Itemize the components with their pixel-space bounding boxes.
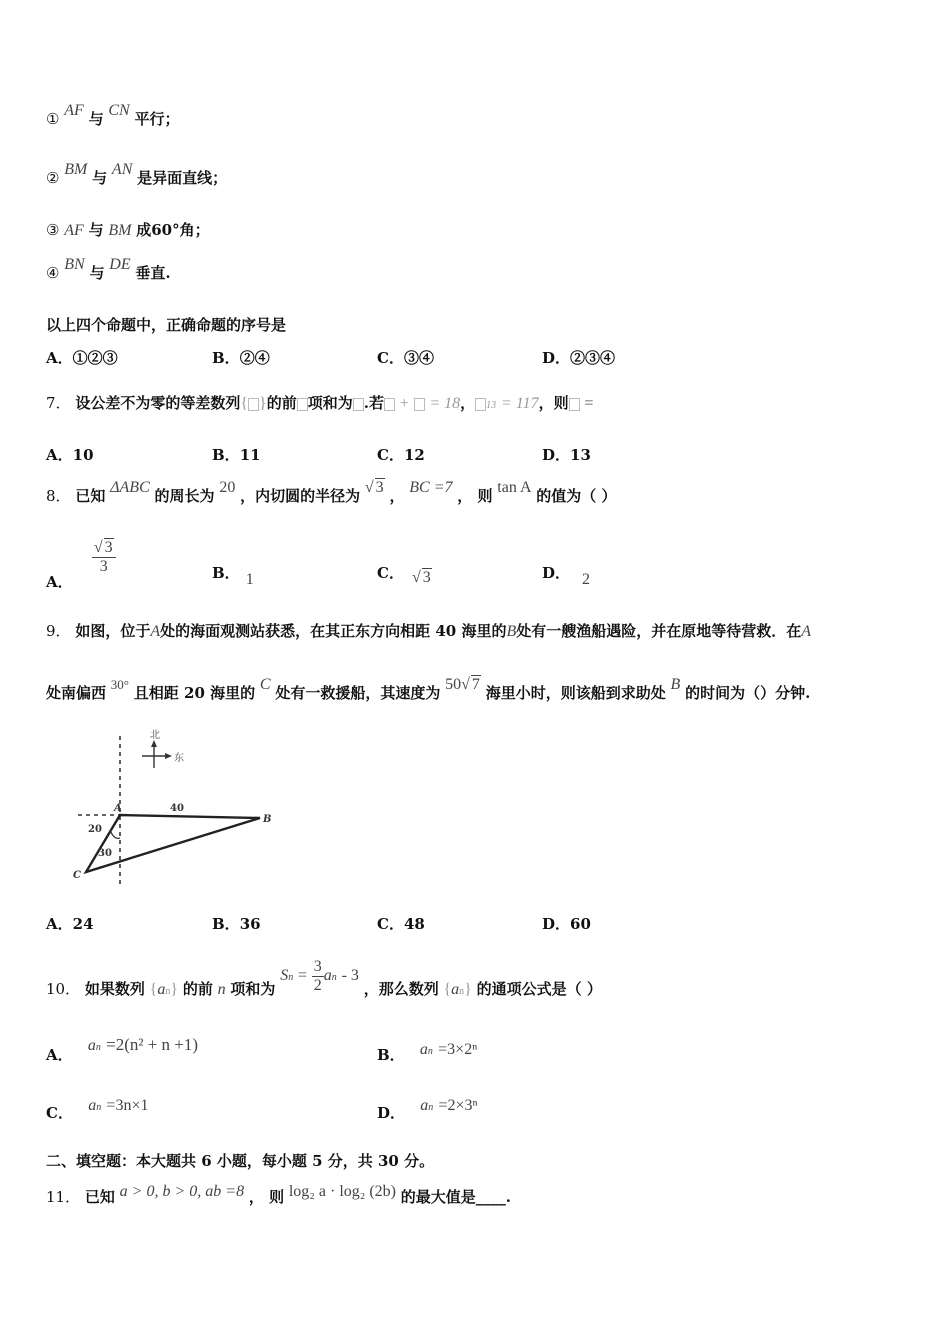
north-label: 北: [150, 730, 160, 741]
statement-3: ③ AF 与 BM 成60°角；: [46, 221, 210, 239]
math-bn: BN: [64, 256, 85, 273]
math-cn: CN: [108, 102, 130, 119]
point-c-label: C: [73, 870, 81, 881]
q10-option-c[interactable]: C． an =3n×1: [46, 1097, 149, 1122]
math-bm: BM: [108, 222, 132, 239]
triangle-diagram: [70, 726, 290, 891]
q7-option-d[interactable]: D．13: [542, 446, 591, 464]
math-af: AF: [64, 102, 84, 119]
question-11: 11． 已知 a > 0, b > 0, ab =8 ， 则 log₂ a · log₂ (2b) 的最大值是____.: [46, 1183, 512, 1206]
statement-4: ④ BN 与 DE 垂直.: [46, 256, 171, 282]
angle-label: 30: [98, 848, 112, 859]
math-bm: BM: [64, 161, 88, 178]
placeholder-box: [475, 398, 486, 411]
q6-option-c[interactable]: C．③④: [377, 349, 434, 367]
math-an: AN: [111, 161, 133, 178]
placeholder-box: [384, 398, 395, 411]
math-af: AF: [64, 222, 84, 239]
q10-option-d[interactable]: D． an =2×3ⁿ: [377, 1097, 478, 1122]
q7-option-a[interactable]: A．10: [46, 446, 94, 464]
q6-option-d[interactable]: D．②③④: [542, 349, 616, 367]
q9-option-d[interactable]: D．60: [542, 915, 591, 933]
placeholder-box: [569, 398, 580, 411]
placeholder-box: [353, 398, 364, 411]
question-10: 10． 如果数列 {an} 的前 n 项和为 Sn = $\frac{3}{2}$ an - 3 ，那么数列 {an} 的通项公式是（ ）: [46, 958, 602, 999]
math-de: DE: [109, 256, 131, 273]
q8-option-c[interactable]: C． √ 3: [377, 564, 431, 586]
brace-icon: { }: [240, 395, 267, 412]
q10-option-a[interactable]: A． an =2(n² + n +1): [46, 1035, 199, 1064]
question-7: 7． 设公差不为零的等差数列{ }的前 项和为 .若 + = 18， 13 = 117，则 =: [46, 394, 594, 412]
ac-length-label: 20: [88, 824, 102, 835]
q8-option-d[interactable]: D． 2: [542, 564, 591, 588]
question-9-line-2: 处南偏西 30° 且相距 20 海里的 C 处有一救援船，其速度为 50√ 7 海里小时，则该船到求助处 B 的时间为（）分钟.: [46, 676, 811, 702]
placeholder-box: [297, 398, 308, 411]
east-label: 东: [174, 753, 184, 764]
question-9-line-1: 9． 如图，位于A处的海面观测站获悉，在其正东方向相距 40 海里的B处有一艘渔船遇险，并在原地等待营救．在A: [46, 622, 812, 640]
statement-1: ① AF 与 CN 平行；: [46, 102, 180, 128]
statement-2: ② BM 与 AN 是异面直线；: [46, 161, 228, 187]
q9-option-c[interactable]: C．48: [377, 915, 425, 933]
point-a-label: A: [114, 803, 122, 814]
q6-option-b[interactable]: B．②④: [212, 349, 270, 367]
q9-figure: [70, 726, 290, 895]
point-b-label: B: [263, 814, 272, 825]
q7-option-c[interactable]: C．12: [377, 446, 425, 464]
question-8: 8． 已知 ΔABC 的周长为 20 ，内切圆的半径为 √ 3 ， BC =7 ， 则 tan A 的值为（ ）: [46, 479, 617, 505]
triangle-abc: [86, 815, 260, 872]
section-2-heading: 二、填空题：本大题共 6 小题，每小题 5 分，共 30 分。: [46, 1152, 435, 1170]
placeholder-box: [414, 398, 425, 411]
q9-option-b[interactable]: B．36: [212, 915, 261, 933]
q6-prompt: 以上四个命题中，正确命题的序号是: [46, 316, 287, 334]
q8-option-a[interactable]: A． $\frac{√ 3}{3}$: [46, 538, 116, 575]
q9-option-a[interactable]: A．24: [46, 915, 94, 933]
ab-length-label: 40: [170, 803, 184, 814]
q7-option-b[interactable]: B．11: [212, 446, 261, 464]
q10-option-b[interactable]: B． an =3×2ⁿ: [377, 1041, 478, 1064]
q6-option-a[interactable]: A．①②③: [46, 349, 118, 367]
q8-option-b[interactable]: B． 1: [212, 564, 254, 588]
